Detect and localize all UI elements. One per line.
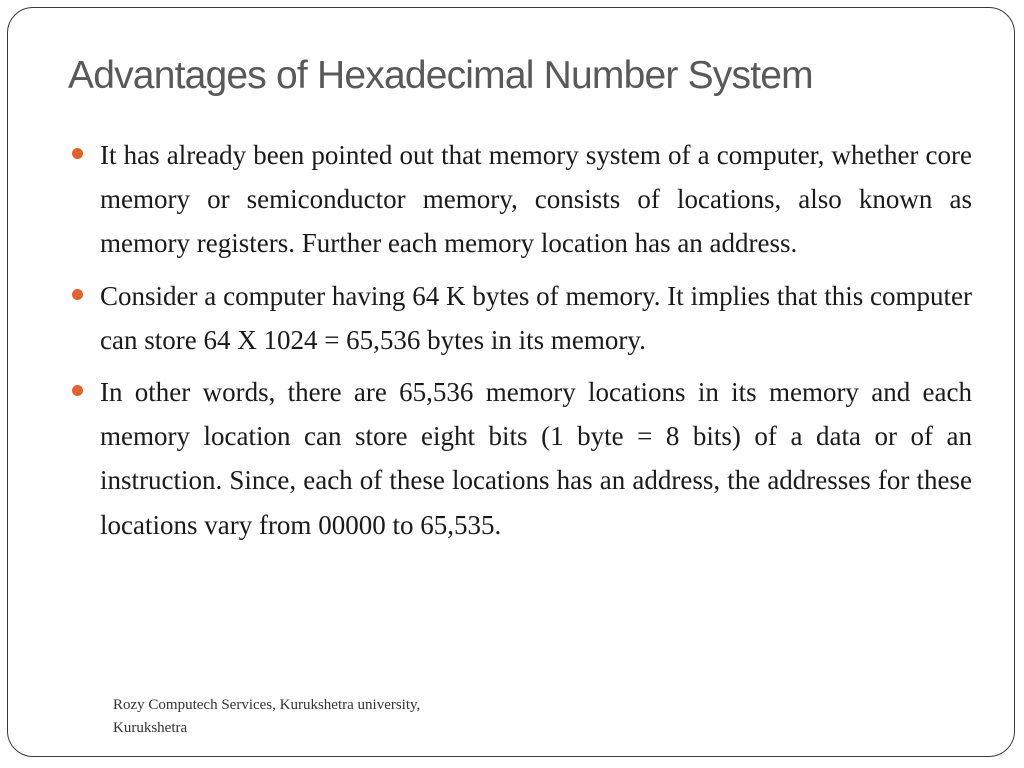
bullet-item	[70, 370, 972, 547]
bullet-text: Consider a computer having 64 K bytes of memory. It implies that this computer can store 64 X 1024 = 65,536 bytes in its memory.	[100, 280, 972, 355]
bullet-text: It has already been pointed out that memory system of a computer, whether core memory or semiconductor memory, consists of locations, also known as memory registers. Further each memory location has an address.	[100, 140, 972, 259]
bullet-text: In other words, there are 65,536 memory locations in its memory and each memory location can store eight bits (1 byte = 8 bits) of a data or of an instruction. Since, each of these locations has an address, the addresses for these locations vary from 00000 to 65,535.	[100, 377, 972, 540]
bullet-item	[70, 133, 972, 266]
slide-footer	[113, 694, 533, 740]
footer-line: Kurukshetra	[113, 720, 188, 736]
footer-line: Rozy Computech Services, Kurukshetra university,	[113, 697, 421, 713]
slide-frame	[7, 7, 1015, 757]
bullet-dot-icon	[72, 148, 83, 159]
bullet-dot-icon	[72, 289, 83, 300]
slide-title: Advantages of Hexadecimal Number System	[68, 54, 813, 97]
bullet-dot-icon	[72, 385, 83, 396]
bullet-item	[70, 274, 972, 362]
bullet-list	[70, 133, 972, 555]
